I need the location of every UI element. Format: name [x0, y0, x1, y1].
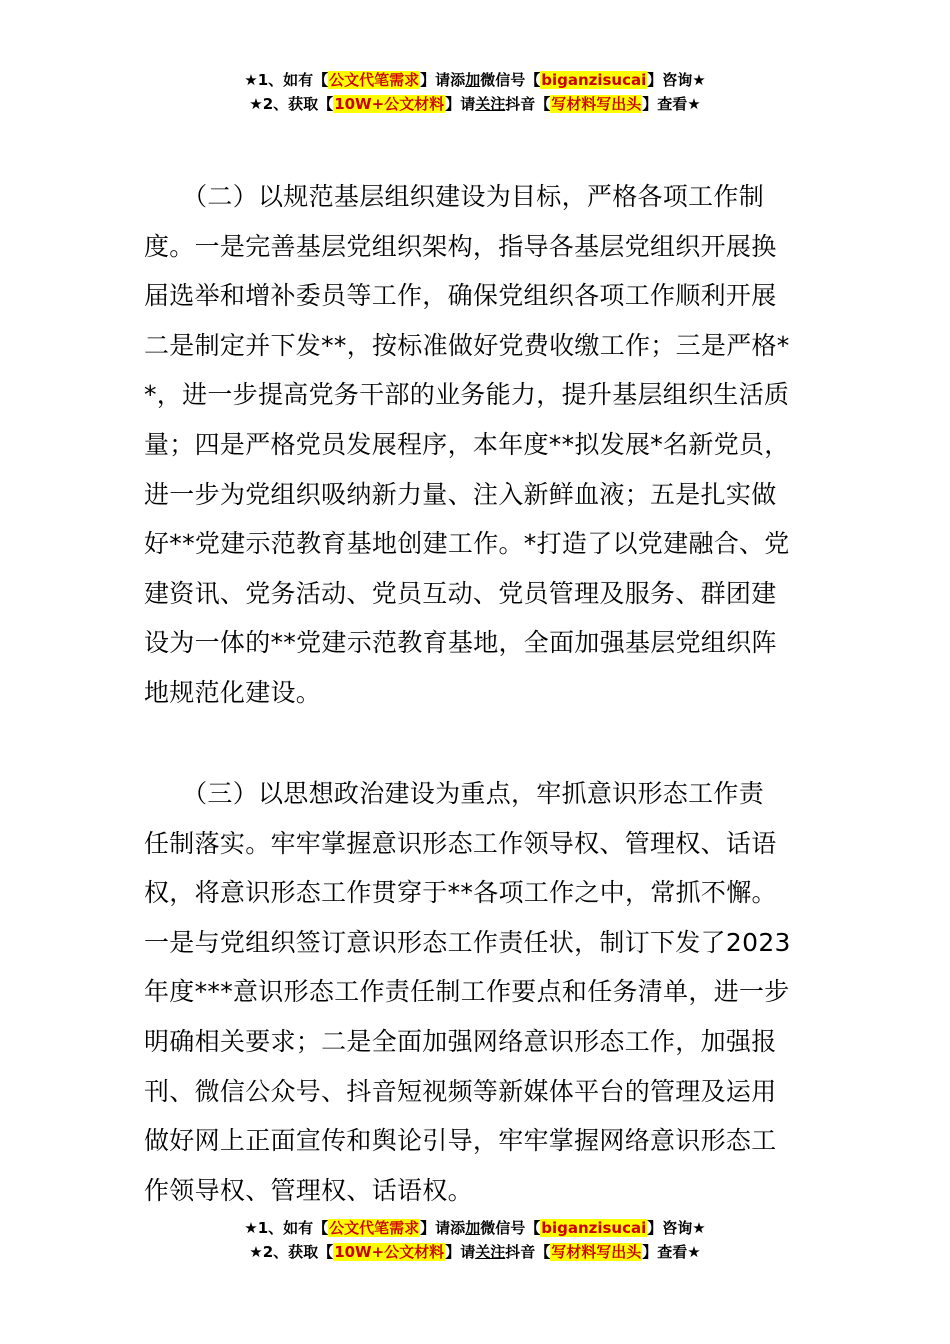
- text-line: （二）以规范基层组织建设为目标，严格各项工作制: [144, 182, 765, 211]
- promo-highlight-service: 公文代笔需求: [329, 71, 420, 89]
- promo-prefix: ★1、如有【: [244, 71, 329, 89]
- promo-prefix: ★2、获取【: [249, 1243, 334, 1261]
- promo-emphasis: 关注: [475, 1243, 506, 1261]
- promo-text: 抖音【: [505, 1243, 551, 1261]
- text-line: 地规范化建设。: [144, 677, 322, 707]
- text-line: 届选举和增补委员等工作，确保党组织各项工作顺利开展: [144, 281, 777, 311]
- promo-emphasis: 加: [465, 1219, 481, 1237]
- promo-text: 微信号【: [480, 1219, 541, 1237]
- promo-prefix: ★1、如有【: [244, 1219, 329, 1237]
- promo-highlight-wechat-id: biganzisucai: [541, 71, 647, 89]
- text-line: 度。一是完善基层党组织架构，指导各基层党组织开展换: [144, 231, 777, 261]
- promo-text: 】请: [445, 95, 476, 113]
- text-line: 一是与党组织签订意识形态工作责任状，制订下发了2023: [144, 927, 791, 957]
- promo-emphasis: 加: [465, 71, 481, 89]
- paragraph-ideology-work: [144, 769, 808, 1215]
- promo-highlight-service: 公文代笔需求: [329, 1219, 420, 1237]
- promo-highlight-wechat-id: biganzisucai: [541, 1219, 647, 1237]
- text-line: 进一步为党组织吸纳新力量、注入新鲜血液；五是扎实做: [144, 479, 777, 509]
- promo-text: 】请: [445, 1243, 476, 1261]
- promo-banner-top: [0, 68, 950, 116]
- text-line: 任制落实。牢牢掌握意识形态工作领导权、管理权、话语: [144, 828, 777, 858]
- promo-suffix: 】咨询★: [647, 1219, 706, 1237]
- promo-suffix: 】查看★: [642, 1243, 701, 1261]
- promo-line-1: [0, 1216, 950, 1240]
- promo-text: 】请添: [420, 1219, 466, 1237]
- text-line: 刊、微信公众号、抖音短视频等新媒体平台的管理及运用: [144, 1076, 777, 1106]
- promo-banner-bottom: [0, 1216, 950, 1264]
- paragraph-organization-building: [144, 172, 808, 718]
- text-line: 年度***意识形态工作责任制工作要点和任务清单，进一步: [144, 977, 790, 1007]
- promo-text: 微信号【: [480, 71, 541, 89]
- promo-line-1: [0, 68, 950, 92]
- promo-suffix: 】查看★: [642, 95, 701, 113]
- text-line: 二是制定并下发**，按标准做好党费收缴工作；三是严格*: [144, 330, 790, 360]
- text-line: （三）以思想政治建设为重点，牢抓意识形态工作责: [144, 779, 765, 808]
- text-line: 建资讯、党务活动、党员互动、党员管理及服务、群团建: [144, 578, 777, 608]
- text-line: 明确相关要求；二是全面加强网络意识形态工作，加强报: [144, 1026, 777, 1056]
- text-line: 作领导权、管理权、话语权。: [144, 1175, 473, 1205]
- promo-highlight-materials: 10W+公文材料: [334, 95, 445, 113]
- promo-suffix: 】咨询★: [647, 71, 706, 89]
- text-line: 量；四是严格党员发展程序，本年度**拟发展*名新党员，: [144, 429, 790, 459]
- promo-highlight-materials: 10W+公文材料: [334, 1243, 445, 1261]
- promo-prefix: ★2、获取【: [249, 95, 334, 113]
- promo-text: 抖音【: [505, 95, 551, 113]
- text-line: 好**党建示范教育基地创建工作。*打造了以党建融合、党: [144, 529, 790, 559]
- promo-text: 】请添: [420, 71, 466, 89]
- promo-line-2: [0, 1240, 950, 1264]
- text-line: 做好网上正面宣传和舆论引导，牢牢掌握网络意识形态工: [144, 1126, 777, 1156]
- promo-line-2: [0, 92, 950, 116]
- promo-emphasis: 关注: [475, 95, 506, 113]
- text-line: 设为一体的**党建示范教育基地，全面加强基层党组织阵: [144, 628, 777, 658]
- text-line: 权，将意识形态工作贯穿于**各项工作之中，常抓不懈。: [144, 878, 777, 908]
- promo-highlight-douyin: 写材料写出头: [551, 95, 642, 113]
- text-line: *，进一步提高党务干部的业务能力，提升基层组织生活质: [144, 380, 790, 410]
- promo-highlight-douyin: 写材料写出头: [551, 1243, 642, 1261]
